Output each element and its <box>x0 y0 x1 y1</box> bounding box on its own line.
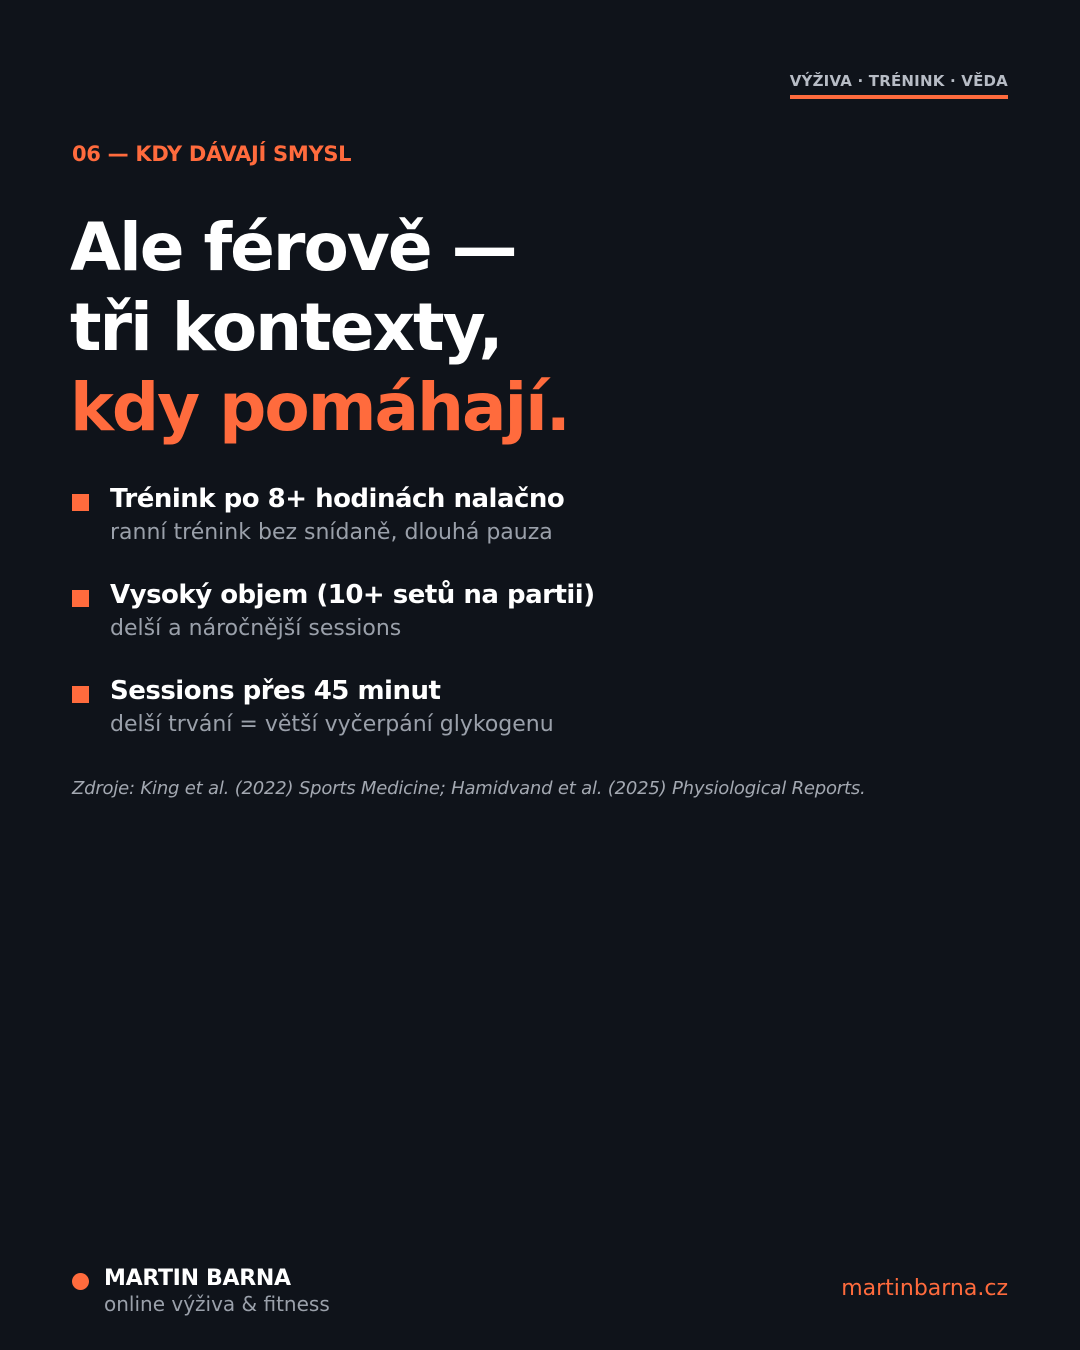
square-bullet-icon <box>72 590 89 607</box>
sources-note: Zdroje: King et al. (2022) Sports Medicine; Hamidvand et al. (2025) Physiological Reports. <box>72 778 866 799</box>
headline-line-1: Ale férově — <box>70 209 516 286</box>
context-list <box>72 482 972 770</box>
square-bullet-icon <box>72 494 89 511</box>
brand-dot-icon <box>72 1273 89 1290</box>
list-item-title: Sessions přes 45 minut <box>110 676 441 706</box>
square-bullet-icon <box>72 686 89 703</box>
topic-tagline: VÝŽIVA · TRÉNINK · VĚDA <box>790 72 1008 99</box>
list-item-subtitle: ranní trénink bez snídaně, dlouhá pauza <box>110 520 553 545</box>
headline-line-2: tři kontexty, <box>70 289 502 366</box>
website-link[interactable]: martinbarna.cz <box>841 1276 1008 1301</box>
list-item <box>72 674 972 770</box>
list-item-subtitle: delší a náročnější sessions <box>110 616 402 641</box>
list-item-subtitle: delší trvání = větší vyčerpání glykogenu <box>110 712 554 737</box>
brand-description: online výživa & fitness <box>104 1292 330 1316</box>
headline-line-3-accent: kdy pomáhají. <box>70 369 569 446</box>
list-item <box>72 482 972 578</box>
list-item <box>72 578 972 674</box>
section-label: 06 — KDY DÁVAJÍ SMYSL <box>72 142 352 166</box>
list-item-title: Trénink po 8+ hodinách nalačno <box>110 484 565 514</box>
headline <box>70 208 569 448</box>
list-item-title: Vysoký objem (10+ setů na partii) <box>110 580 595 610</box>
brand-name: MARTIN BARNA <box>104 1266 291 1291</box>
